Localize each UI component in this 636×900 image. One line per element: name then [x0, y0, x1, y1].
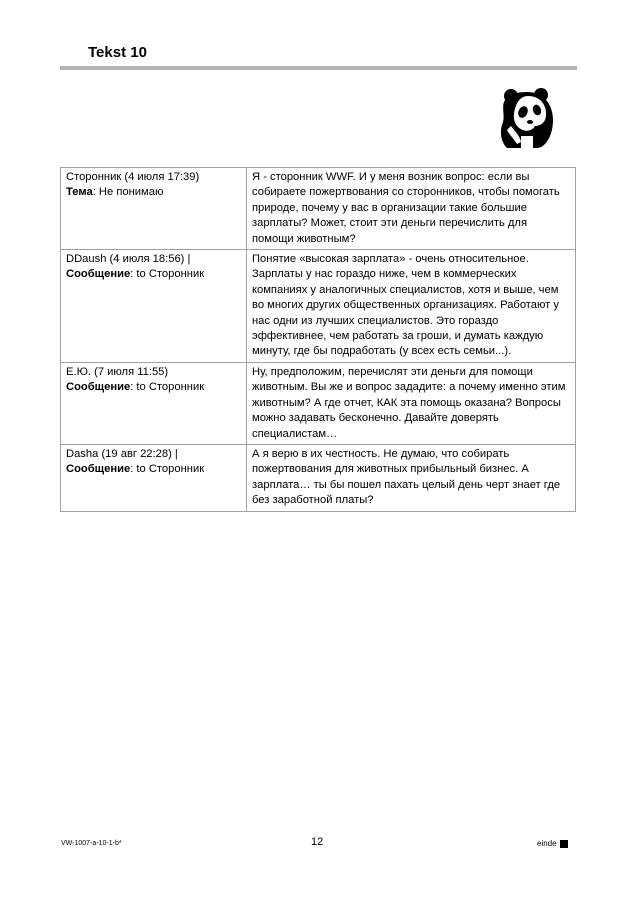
post-label: Сообщение — [66, 268, 131, 281]
post-label-value: Не понимаю — [98, 186, 164, 199]
post-meta — [61, 168, 247, 250]
post-text: Я - сторонник WWF. И у меня возник вопрос: если вы собираете пожертвования со сторонников, чтобы помогать природе, почему у вас в организации такие большие зарплаты? Может, стоит эти деньги перечислить для помощи животным? — [247, 168, 576, 250]
end-label: einde — [537, 839, 557, 848]
post-author: Сторонник (4 июля 17:39) — [66, 171, 200, 183]
post-label-separator: : — [92, 186, 99, 199]
post-label: Тема — [66, 186, 93, 199]
table-row — [61, 362, 576, 444]
post-author: Dasha (19 авг 22:28) | — [66, 447, 178, 460]
post-text: Понятие «высокая зарплата» - очень относительное. Зарплаты у нас гораздо ниже, чем в коммерческих компаниях у аналогичных специалистов, хотя и выше, чем во многих других общественных организациях. Работают у нас одни из лучших специалистов. Это гораздо эффективнее, чем работать за гроши, и думать каждую минуту, где бы подработать (у всех есть семьи...). — [247, 250, 576, 363]
footer-end-marker — [537, 839, 568, 848]
post-label-value: to Сторонник — [136, 381, 205, 394]
page-title: Tekst 10 — [88, 44, 147, 61]
post-text: А я верю в их честность. Не думаю, что собирать пожертвования для животных прибыльный бизнес. А зарплата… ты бы пошел пахать целый день черт знает где без заработной платы? — [247, 444, 576, 511]
post-label-value: to Сторонник — [136, 268, 205, 281]
post-label-separator: : — [130, 268, 137, 281]
post-author: Е.Ю. (7 июля 11:55) — [66, 365, 169, 378]
post-meta — [61, 362, 247, 444]
table-row — [61, 250, 576, 363]
post-meta — [61, 444, 247, 511]
post-label: Сообщение — [66, 463, 131, 476]
forum-table — [60, 167, 576, 512]
post-label: Сообщение — [66, 381, 131, 394]
title-divider — [60, 66, 577, 70]
panda-logo-icon — [497, 86, 557, 150]
page-number: 12 — [311, 836, 324, 848]
footer-code: VW-1007-a-10-1-b* — [61, 840, 122, 847]
post-author: DDaush (4 июля 18:56) | — [66, 253, 191, 266]
black-square-icon — [560, 840, 568, 848]
post-text: Ну, предположим, перечислят эти деньги для помощи животным. Вы же и вопрос зададите: а почему именно этим животным? А где отчет, КАК эта помощь оказана? Вопросы можно задавать бесконечно. Давайте доверять специалистам… — [247, 362, 576, 444]
table-row — [61, 168, 576, 250]
post-label-separator: : — [130, 463, 137, 476]
post-label-value: to Сторонник — [136, 463, 205, 476]
table-row — [61, 444, 576, 511]
post-meta — [61, 250, 247, 363]
post-label-separator: : — [130, 381, 137, 394]
